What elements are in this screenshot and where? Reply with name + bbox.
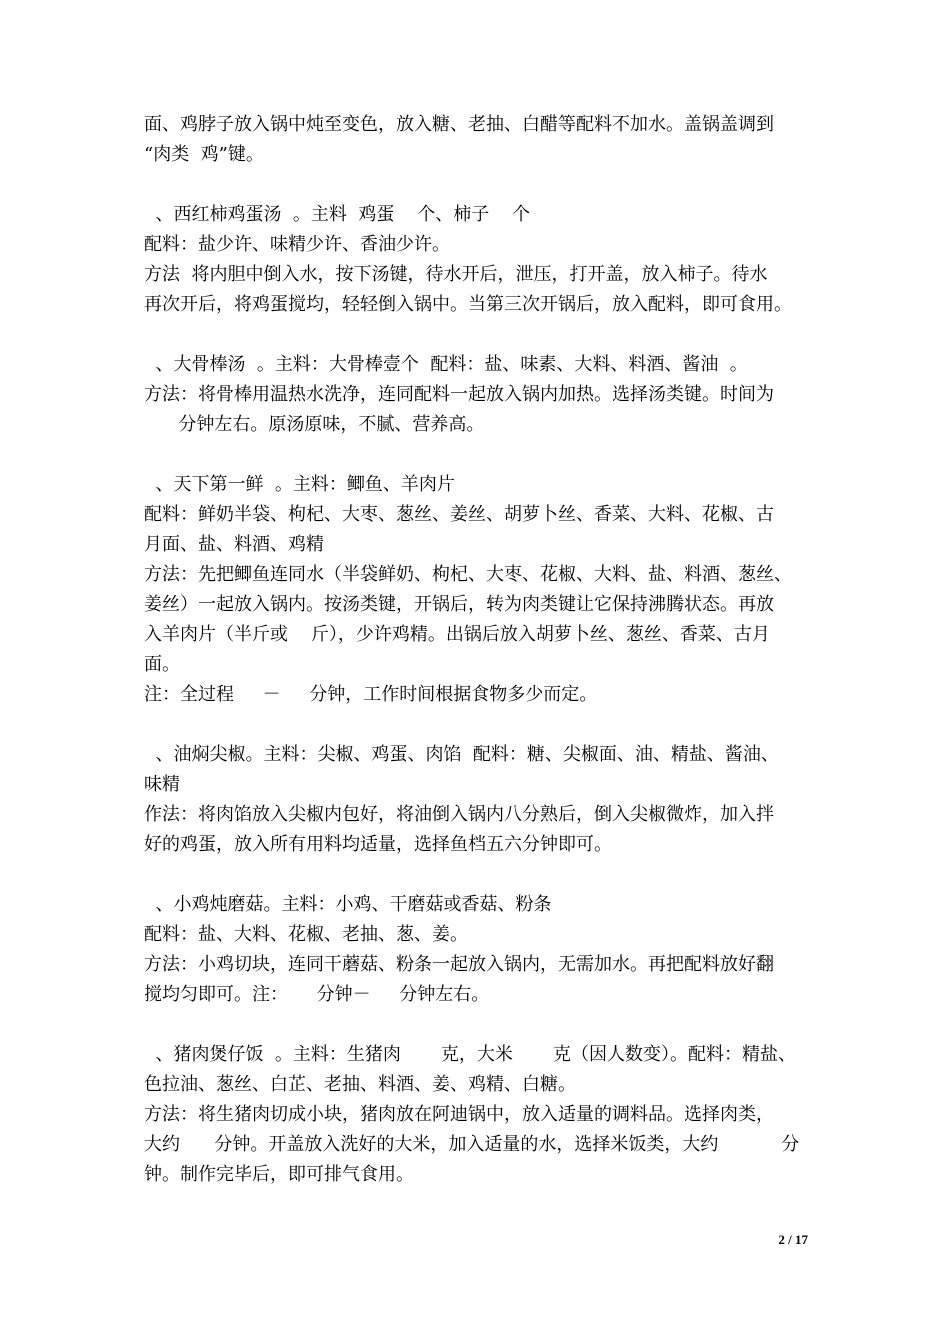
text-line: 好的鸡蛋，放入所有用料均适量，选择鱼档五六分钟即可。 [144,834,612,855]
text-line: 配料：盐、大料、花椒、老抽、葱、姜。 [144,924,468,945]
text-line: 面。 [144,654,180,675]
paragraph-gap [144,710,810,740]
paragraph-gap [144,320,810,350]
text-line: 、猪肉煲仔饭 。主料：生猪肉 克，大米 克（因人数变）。配料：精盐、 [144,1044,796,1065]
text-line: 钟。制作完毕后，即可排气食用。 [144,1164,414,1185]
document-body [144,110,810,1190]
text-line: 分钟左右。原汤原味，不腻、营养高。 [144,414,485,435]
text-line: 姜丝）一起放入锅内。按汤类键，开锅后，转为肉类键让它保持沸腾状态。再放 [144,594,774,615]
text-line: 方法：先把鲫鱼连同水（半袋鲜奶、枸杞、大枣、花椒、大料、盐、料酒、葱丝、 [144,564,792,585]
text-line: 、油焖尖椒。主料：尖椒、鸡蛋、肉馅 配料：糖、尖椒面、油、精盐、酱油、 [144,744,779,765]
text-line: 配料：盐少许、味精少许、香油少许。 [144,234,450,255]
text-line: 、小鸡炖磨菇。主料：小鸡、干磨菇或香菇、粉条 [144,894,552,915]
page-number: 2 / 17 [778,1232,808,1247]
text-line: 再次开后，将鸡蛋搅均，轻轻倒入锅中。当第三次开锅后，放入配料，即可食用。 [144,294,792,315]
text-line: 味精 [144,774,180,795]
text-line: 搅均匀即可。注： 分钟－ 分钟左右。 [144,984,490,1005]
text-line: 作法：将肉馅放入尖椒内包好，将油倒入锅内八分熟后，倒入尖椒微炸，加入拌 [144,804,774,825]
text-line: 色拉油、葱丝、白芷、老抽、料酒、姜、鸡精、白糖。 [144,1074,576,1095]
text-line: 方法：将骨棒用温热水洗净，连同配料一起放入锅内加热。选择汤类键。时间为 [144,384,774,405]
text-line: 面、鸡脖子放入锅中炖至变色，放入糖、老抽、白醋等配料不加水。盖锅盖调到 [144,114,774,135]
paragraph-gap [144,440,810,470]
text-line: 方法：将生猪肉切成小块，猪肉放在阿迪锅中，放入适量的调料品。选择肉类， [144,1104,774,1125]
text-line: 、西红柿鸡蛋汤 。主料 鸡蛋 个、柿子 个 [144,204,531,225]
text-line: “肉类 鸡”键。 [144,144,264,165]
paragraph-gap [144,860,810,890]
text-line: 方法：小鸡切块，连同干蘑菇、粉条一起放入锅内，无需加水。再把配料放好翻 [144,954,774,975]
text-line: 配料：鲜奶半袋、枸杞、大枣、葱丝、姜丝、胡萝卜丝、香菜、大料、花椒、古 [144,504,774,525]
text-line: 、天下第一鲜 。主料：鲫鱼、羊肉片 [144,474,455,495]
paragraph-gap [144,1010,810,1040]
text-line: 、大骨棒汤 。主料：大骨棒壹个 配料：盐、味素、大料、料酒、酱油 。 [144,354,748,375]
text-line: 方法 将内胆中倒入水，按下汤键，待水开后，泄压，打开盖，放入柿子。待水 [144,264,768,285]
text-line: 入羊肉片（半斤或 斤），少许鸡精。出锅后放入胡萝卜丝、葱丝、香菜、古月 [144,624,770,645]
text-line: 月面、盐、料酒、鸡精 [144,534,324,555]
text-line: 注：全过程 － 分钟，工作时间根据食物多少而定。 [144,684,598,705]
paragraph-gap [144,170,810,200]
text-line: 大约 分钟。开盖放入洗好的大米，加入适量的水，选择米饭类，大约 分 [144,1134,800,1155]
